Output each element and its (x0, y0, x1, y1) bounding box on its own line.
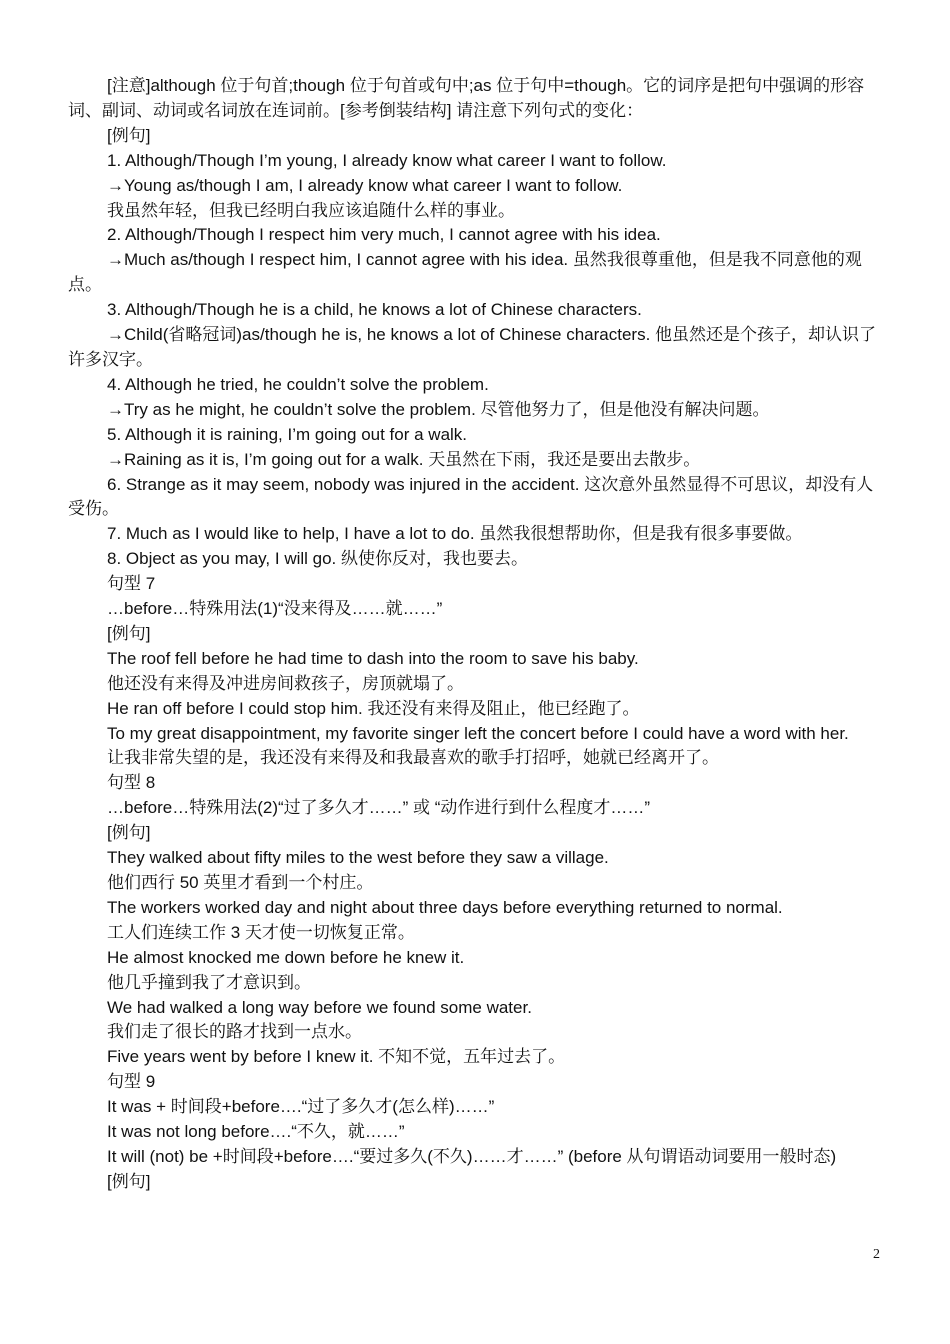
example-sentence: To my great disappointment, my favorite singer left the concert before I could have a word with her. (107, 723, 849, 743)
example-translation: 我虽然年轻，但我已经明白我应该追随什么样的事业。 (107, 200, 515, 220)
pattern-heading: 句型 9 (107, 1072, 156, 1092)
example-label: [例句] (107, 823, 151, 843)
example-sentence: 8. Object as you may, I will go. 纵使你反对，我也要去。 (107, 549, 528, 569)
pattern-description: It will (not) be +时间段+before….“要过多久(不久)……才……” (before 从句谓语动词要用一般时态) (107, 1146, 837, 1166)
example-sentence: The roof fell before he had time to dash into the room to save his baby. (107, 648, 639, 668)
example-translation: 他还没有来得及冲进房间救孩子，房顶就塌了。 (107, 673, 464, 693)
example-translation: 他们西行 50 英里才看到一个村庄。 (107, 873, 374, 892)
example-translation: 他几乎撞到我了才意识到。 (107, 972, 311, 992)
example-label: [例句] (107, 623, 151, 643)
example-sentence: He ran off before I could stop him. 我还没有来得及阻止，他已经跑了。 (107, 698, 640, 718)
example-translation: 工人们连续工作 3 天才使一切恢复正常。 (107, 922, 415, 942)
pattern-heading: 句型 8 (107, 773, 156, 793)
example-sentence: 4. Although he tried, he couldn’t solve the problem. (107, 374, 489, 394)
pattern-description: It was not long before….“不久，就……” (107, 1122, 405, 1142)
example-sentence: 6. Strange as it may seem, nobody was injured in the accident. 这次意外虽然显得不可思议，却没有人受伤。 (68, 474, 874, 519)
example-sentence: 5. Although it is raining, I’m going out for a walk. (107, 424, 468, 444)
example-sentence: Five years went by before I knew it. 不知不觉，五年过去了。 (107, 1047, 566, 1067)
pattern-heading: 句型 7 (107, 574, 156, 594)
example-translation: 我们走了很长的路才找到一点水。 (107, 1022, 362, 1042)
example-sentence: 2. Although/Though I respect him very much, I cannot agree with his idea. (107, 225, 661, 245)
example-translation: 让我非常失望的是，我还没有来得及和我最喜欢的歌手打招呼，她就已经离开了。 (107, 748, 719, 768)
example-sentence: →Young as/though I am, I already know what career I want to follow. (107, 175, 623, 195)
page-number: 2 (873, 1247, 880, 1262)
example-sentence: 3. Although/Though he is a child, he knows a lot of Chinese characters. (107, 300, 642, 320)
pattern-description: …before…特殊用法(1)“没来得及……就……” (107, 599, 443, 619)
example-sentence: →Raining as it is, I’m going out for a walk. 天虽然在下雨，我还是要出去散步。 (107, 449, 701, 469)
pattern-description: …before…特殊用法(2)“过了多久才……” 或 “动作进行到什么程度才……” (107, 798, 651, 818)
example-sentence: They walked about fifty miles to the west before they saw a village. (107, 848, 609, 868)
example-sentence: →Much as/though I respect him, I cannot agree with his idea. 虽然我很尊重他，但是我不同意他的观点。 (68, 250, 862, 295)
example-label: [例句] (107, 125, 151, 145)
example-sentence: The workers worked day and night about three days before everything returned to normal. (107, 897, 783, 917)
example-sentence: He almost knocked me down before he knew it. (107, 947, 465, 967)
page-content (68, 74, 884, 1195)
pattern-description: It was + 时间段+before….“过了多久才(怎么样)……” (107, 1097, 495, 1117)
example-label: [例句] (107, 1171, 151, 1191)
example-sentence: 7. Much as I would like to help, I have a lot to do. 虽然我很想帮助你，但是我有很多事要做。 (107, 524, 803, 544)
example-sentence: →Child(省略冠词)as/though he is, he knows a lot of Chinese characters. 他虽然还是个孩子，却认识了许多汉字。 (68, 325, 877, 369)
example-sentence: 1. Although/Though I’m young, I already know what career I want to follow. (107, 150, 667, 170)
example-sentence: →Try as he might, he couldn’t solve the problem. 尽管他努力了，但是他没有解决问题。 (107, 399, 770, 419)
note-paragraph: [注意]although 位于句首;though 位于句首或句中;as 位于句中=though。它的词序是把句中强调的形容词、副词、动词或名词放在连词前。[参考倒装结构] 请注意下列句式的变化： (68, 76, 865, 120)
example-sentence: We had walked a long way before we found some water. (107, 997, 532, 1017)
